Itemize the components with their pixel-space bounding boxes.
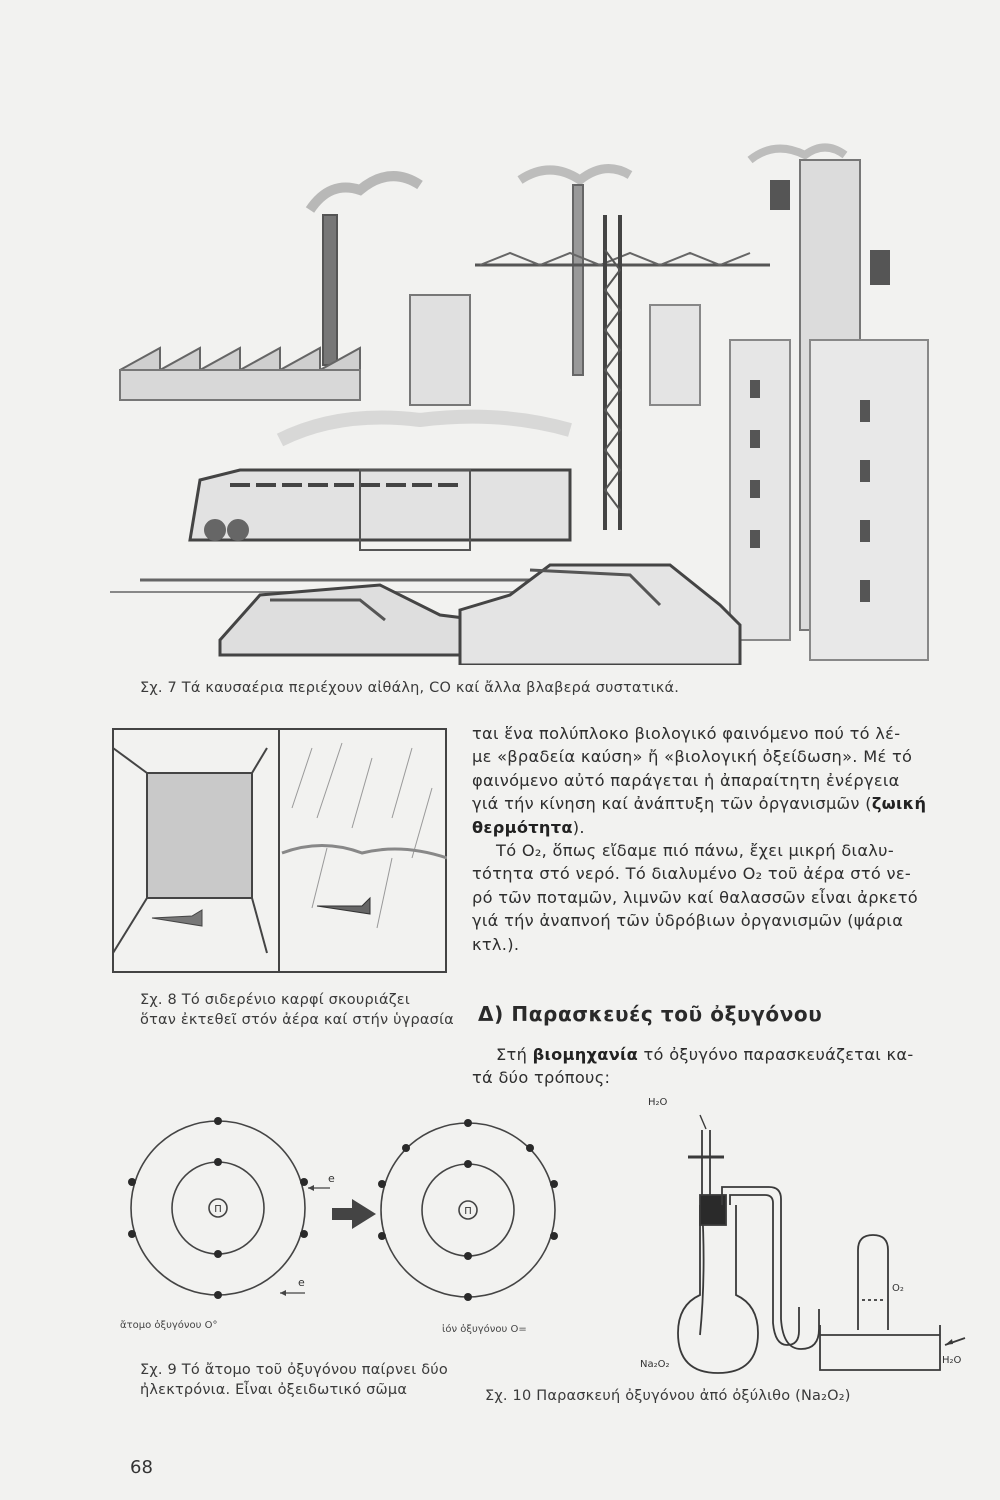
text-line: τότητα στό νερό. Τό διαλυμένο O₂ τοῦ ἀέρα στό νε- (472, 864, 912, 884)
rusting-nail-illustration (112, 728, 447, 973)
figure9-caption (140, 1360, 448, 1400)
bold-term: θερμότητα (472, 817, 573, 837)
electron-label: e (298, 1276, 305, 1289)
text-line: γιά τήν ἀναπνοή τῶν ὑδρόβιων ὀργανισμῶν (ψάρια (472, 911, 904, 931)
text-line: θερμότητα). (472, 817, 585, 837)
text-line: κτλ.). (472, 934, 520, 954)
bold-term: βιομηχανία (532, 1045, 639, 1064)
figure9-caption-line: ἠλεκτρόνια. Εἶναι ὀξειδωτικό σῶμα (140, 1382, 408, 1398)
figure9-caption-line: Σχ. 9 Τό ἄτομο τοῦ ὀξυγόνου παίρνει δύο (140, 1362, 448, 1378)
text-line: φαινόμενο αὐτό παράγεται ἡ ἀπαραίτητη ἐνέργεια (472, 770, 900, 790)
figure10-caption: Σχ. 10 Παρασκευή ὀξυγόνου ἀπό ὀξύλιθο (Na₂O₂) (485, 1388, 851, 1404)
water-label: H₂O (942, 1355, 962, 1366)
factory-pollution-illustration (110, 100, 940, 665)
figure8-caption (140, 990, 454, 1030)
transfer-arrow (332, 1199, 376, 1229)
nucleus-label: Π (214, 1204, 222, 1215)
peroxide-label: Na₂O₂ (640, 1359, 670, 1370)
text-line: ρό τῶν ποταμῶν, λιμνῶν καί θαλασσῶν εἶναι ἀρκετό (472, 887, 918, 907)
figure8-caption-line: ὅταν ἐκτεθεῖ στόν ἀέρα καί στήν ὑγρασία (140, 1012, 454, 1028)
text-line: γιά τήν κίνηση καί ἀνάπτυξη τῶν ὀργανισμῶν (ζωική (472, 794, 927, 814)
nucleus-label: Π (464, 1206, 472, 1217)
body-text-paragraph (472, 1043, 962, 1090)
bold-term: ζωική (871, 794, 927, 814)
oxygen-label: O₂ (892, 1283, 904, 1294)
electron-label: e (328, 1172, 335, 1185)
oxygen-preparation-apparatus (630, 1095, 975, 1385)
text-line: Στή βιομηχανία τό ὀξυγόνο παρασκευάζεται κα- (496, 1045, 914, 1064)
page-number: 68 (130, 1457, 153, 1478)
oxygen-ion-diagram (110, 1110, 570, 1350)
body-text-column (472, 722, 962, 956)
water-label: H₂O (648, 1097, 668, 1108)
figure7-caption: Σχ. 7 Τά καυσαέρια περιέχουν αἰθάλη, CO καί ἄλλα βλαβερά συστατικά. (140, 680, 680, 696)
section-heading: Δ) Παρασκευές τοῦ ὀξυγόνου (478, 1002, 823, 1026)
text-line: ται ἕνα πολύπλοκο βιολογικό φαινόμενο πού τό λέ- (472, 724, 901, 743)
atom-label: ἄτομο ὀξυγόνου O° (120, 1320, 218, 1331)
text-line: Τό O₂, ὅπως εἴδαμε πιό πάνω, ἔχει μικρή διαλυ- (496, 841, 894, 861)
text-line: τά δύο τρόπους: (472, 1068, 611, 1088)
ion-label: ἰόν ὀξυγόνου O= (442, 1324, 527, 1335)
figure8-caption-line: Σχ. 8 Τό σιδερένιο καρφί σκουριάζει (140, 992, 410, 1008)
text-line: με «βραδεία καύση» ἤ «βιολογική ὀξείδωση». Μέ τό (472, 747, 913, 767)
